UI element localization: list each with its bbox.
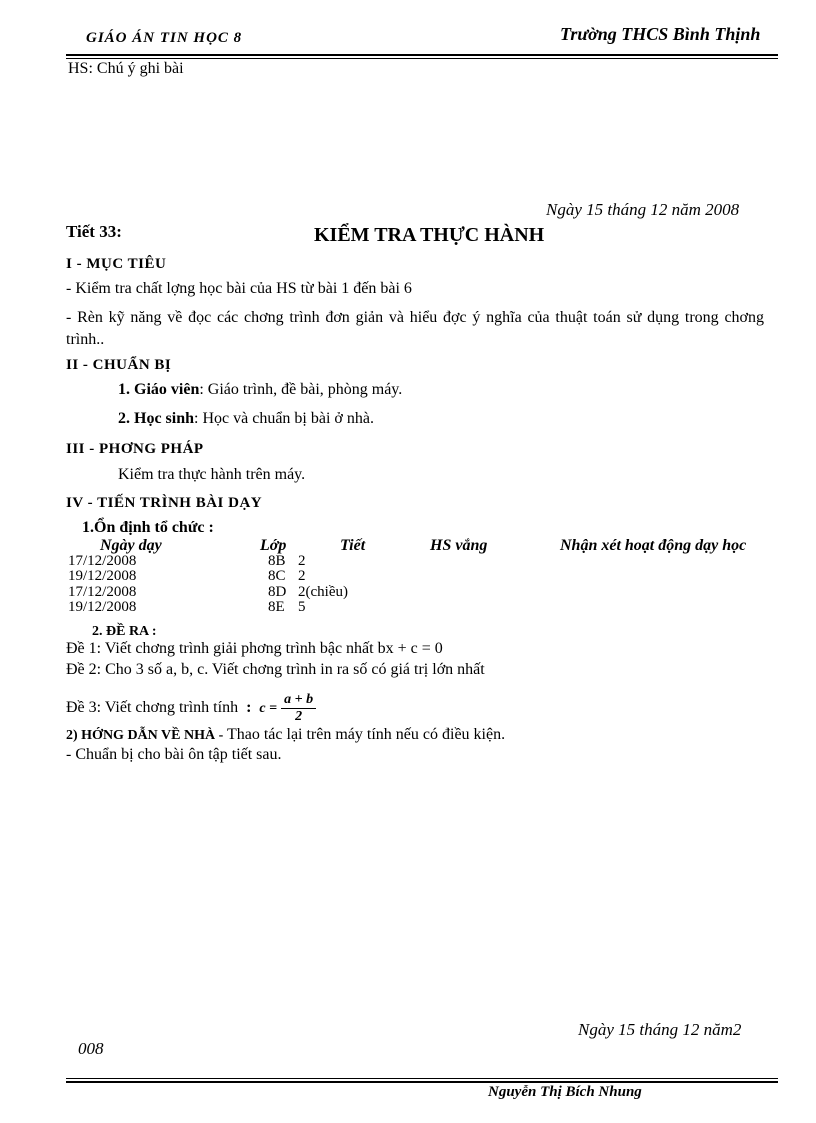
col-header-absent: HS vắng	[430, 537, 488, 554]
homework	[66, 726, 505, 744]
cell-period: 2(chiều)	[298, 583, 348, 600]
footer-author: Nguyễn Thị Bích Nhung	[488, 1084, 642, 1100]
formula-fraction	[281, 692, 316, 725]
table-row	[68, 569, 746, 585]
cell-date: 19/12/2008	[68, 568, 137, 584]
col-header-notes: Nhận xét hoạt động dạy học	[560, 537, 747, 554]
footer-date: Ngày 15 tháng 12 năm2	[578, 1020, 742, 1039]
cell-class: 8E	[268, 599, 285, 615]
formula-lhs: c =	[259, 701, 278, 717]
cell-date: 19/12/2008	[68, 599, 137, 615]
subsection-organization	[82, 519, 214, 537]
footer-rule-bottom	[66, 1081, 778, 1083]
attendance-table	[68, 538, 746, 616]
section-3-heading: III - PHƠNG PHÁP	[66, 441, 204, 457]
col-header-date: Ngày dạy	[100, 537, 162, 554]
section-1-heading: I - MỤC TIÊU	[66, 256, 167, 272]
homework-text: Thao tác lại trên máy tính nếu có điều kiện.	[226, 726, 506, 743]
header-rule-bottom	[66, 58, 778, 59]
cell-date: 17/12/2008	[68, 552, 137, 569]
homework-label: 2) HỚNG DẪN VỀ NHÀ -	[66, 728, 224, 743]
method-text: Kiểm tra thực hành trên máy.	[118, 466, 306, 483]
header-right: Trường THCS Bình Thịnh	[560, 24, 761, 44]
organization-label: 1.Ổn định tổ chức	[82, 519, 205, 536]
hs-note: HS: Chú ý ghi bài	[68, 60, 184, 77]
cell-period: 2	[298, 568, 306, 584]
exercise-1: Đề 1: Viết chơng trình giải phơng trình bậc nhất bx + c = 0	[66, 640, 443, 657]
homework-item: - Chuẩn bị cho bài ôn tập tiết sau.	[66, 746, 282, 763]
table-row	[68, 554, 746, 570]
subsection-exercises: 2. ĐỀ RA :	[92, 624, 157, 639]
col-header-class: Lớp	[260, 537, 287, 554]
exercise-3	[66, 692, 316, 725]
cell-class: 8C	[268, 568, 286, 584]
student-text: : Học và chuẩn bị bài ở nhà.	[194, 410, 374, 427]
table-row	[68, 600, 746, 616]
footer-rule-top	[66, 1078, 778, 1079]
table-row	[68, 585, 746, 601]
table-header-row	[68, 538, 746, 554]
objective-item: - Rèn kỹ năng về đọc các chơng trình đơn giản và hiểu đợc ý nghĩa của thuật toán sử dụng trong chơng trình..	[66, 309, 764, 348]
formula-colon: :	[246, 699, 252, 717]
organization-colon: :	[208, 519, 214, 536]
page-title: KIỂM TRA THỰC HÀNH	[314, 224, 545, 246]
footer-year-tail: 008	[78, 1039, 104, 1058]
objective-item: - Kiểm tra chất lợng học bài của HS từ bài 1 đến bài 6	[66, 280, 412, 297]
student-label: 2. Học sinh	[118, 410, 195, 427]
section-4-heading: IV - TIẾN TRÌNH BÀI DẠY	[66, 495, 263, 511]
cell-class: 8B	[268, 552, 286, 569]
teacher-label: 1. Giáo viên	[118, 381, 200, 398]
formula-numerator: a + b	[281, 692, 316, 709]
header-left: GIÁO ÁN TIN HỌC 8	[86, 30, 243, 46]
teacher-prep	[118, 381, 402, 399]
header-rule-top	[66, 54, 778, 56]
exercise-3-text: Đề 3: Viết chơng trình tính	[66, 699, 239, 717]
section-2-heading: II - CHUẨN BỊ	[66, 357, 172, 373]
formula-denominator: 2	[295, 709, 303, 724]
cell-date: 17/12/2008	[68, 583, 137, 600]
cell-period: 2	[298, 552, 306, 569]
student-prep	[118, 410, 374, 428]
teacher-text: : Giáo trình, đề bài, phòng máy.	[199, 381, 403, 398]
date-line: Ngày 15 tháng 12 năm 2008	[546, 200, 740, 219]
lesson-label: Tiết 33:	[66, 222, 122, 241]
col-header-period: Tiết	[340, 537, 366, 554]
cell-class: 8D	[268, 583, 287, 600]
exercise-2: Đề 2: Cho 3 số a, b, c. Viết chơng trình in ra số có giá trị lớn nhất	[66, 661, 485, 678]
cell-period: 5	[298, 599, 306, 615]
